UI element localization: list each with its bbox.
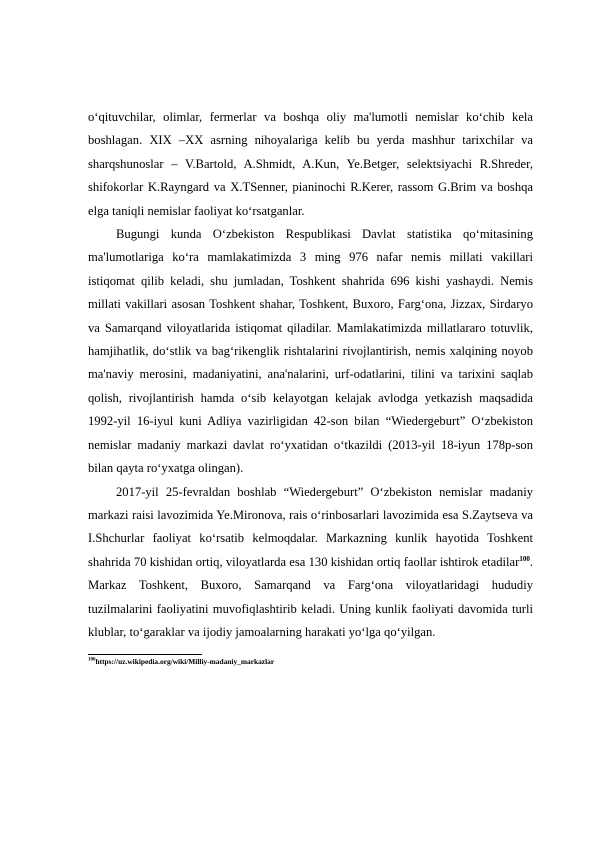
paragraph-3-text-after-ref: . Markaz Toshkent, Buxoro, Samarqand va Farg‘ona viloyatlaridagi hududiy tuzilmalarini faoliyatini muvofiqlashtirib keladi. Uning kunlik faoliyati davomida turli klublar, to‘garaklar va ijodiy jamoalarning harakati yo‘lga qo‘yilgan. xyxy=(88,554,533,639)
paragraph-1: o‘qituvchilar, olimlar, fermerlar va boshqa oliy ma'lumotli nemislar ko‘chib kela boshlagan. XIX –XX asrning nihoyalariga kelib bu yerda mashhur tarixchilar va sharqshunoslar – V.Bartold, A.Shmidt, A.Kun, Ye.Betger, selektsiyachi R.Shreder, shifokorlar K.Rayngard va X.TSenner, pianinochi R.Kerer, rassom G.Brim va boshqa elga taniqli nemislar faoliyat ko‘rsatganlar. xyxy=(88,110,533,218)
paragraph-3 xyxy=(88,481,533,645)
paragraph-3-text-before-ref: 2017-yil 25-fevraldan boshlab “Wiedergeburt” O‘zbekiston nemislar madaniy markazi raisi lavozimida Ye.Mironova, rais o‘rinbosarlari lavozimida esa S.Zaytseva va I.Shchurlar faoliyat ko‘rsatib kelmoqdalar. Markazning kunlik hayotida Toshkent shahrida 70 kishidan ortiq, viloyatlarda esa 130 kishidan ortiq faollar ishtirok etadilar xyxy=(88,484,533,569)
footnote-number: 100 xyxy=(88,657,96,663)
footnote-reference[interactable]: 100 xyxy=(519,554,530,563)
document-page xyxy=(88,106,533,667)
footnote-link[interactable]: https://uz.wikipedia.org/wiki/Milliy-madaniy_markazlar xyxy=(95,657,275,667)
paragraph-2: Bugungi kunda O‘zbekiston Respublikasi Davlat statistika qo‘mitasining ma'lumotlariga ko‘ra mamlakatimizda 3 ming 976 nafar nemis millati vakillari istiqomat qilib keladi, shu jumladan, Toshkent shahrida 696 kishi yashaydi. Nemis millati vakillari asosan Toshkent shahar, Toshkent, Buxoro, Farg‘ona, Jizzax, Sirdaryo va Samarqand viloyatlarida istiqomat qiladilar. Mamlakatimizda millatlararo totuvlik, hamjihatlik, do‘stlik va bag‘rikenglik rishtalarini rivojlantirish, nemis xalqining noyob ma'naviy merosini, madaniyatini, ana'nalarini, urf-odatlarini, tilini va tarixini saqlab qolish, rivojlantirish hamda o‘sib kelayotgan kelajak avlodga yetkazish maqsadida 1992-yil 16-iyul kuni Adliya vazirligidan 42-son bilan “Wiedergeburt” O‘zbekiston nemislar madaniy markazi davlat ro‘yxatidan o‘tkazildi (2013-yil 18-iyun 178p-son bilan qayta ro‘yxatga olingan). xyxy=(88,227,533,476)
footnote-separator xyxy=(88,654,202,655)
footnote xyxy=(88,657,533,667)
